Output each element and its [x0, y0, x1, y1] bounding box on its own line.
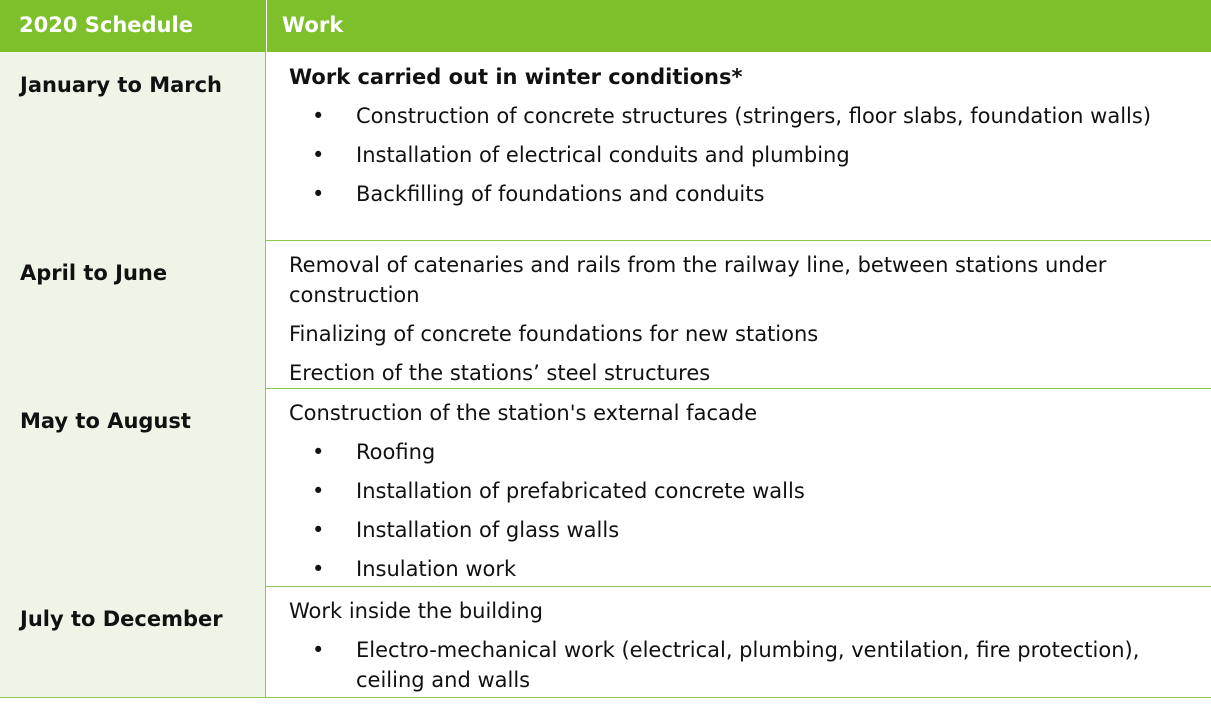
- row-label-cell: [0, 52, 266, 240]
- list-item: • Electro-mechanical work (electrical, plumbing, ventilation, fire protection), ceiling and walls: [289, 635, 1207, 695]
- table-row: [0, 586, 1211, 698]
- bullet-icon: •: [312, 557, 325, 581]
- row-label-cell: [0, 240, 266, 388]
- row-label-cell: [0, 586, 266, 697]
- header-divider: [266, 0, 267, 52]
- table-row: [0, 388, 1211, 587]
- period-label: July to December: [20, 607, 223, 631]
- bullet-icon: •: [312, 518, 325, 542]
- work-line: Removal of catenaries and rails from the railway line, between stations under construction: [289, 253, 1107, 307]
- list-item: • Installation of prefabricated concrete walls: [289, 476, 1207, 506]
- work-cell: [289, 250, 1207, 397]
- work-list: [289, 101, 1207, 209]
- work-line: Erection of the stations’ steel structures: [289, 361, 711, 385]
- work-heading: Construction of the station's external facade: [289, 401, 758, 425]
- work-list: [289, 635, 1207, 695]
- work-cell: [289, 398, 1207, 593]
- work-heading: Work inside the building: [289, 599, 543, 623]
- period-label: January to March: [20, 73, 223, 97]
- list-item: • Insulation work: [289, 554, 1207, 584]
- bullet-icon: •: [312, 479, 325, 503]
- row-label-cell: [0, 388, 266, 586]
- bullet-icon: •: [312, 440, 325, 464]
- list-item: • Backfilling of foundations and conduits: [289, 179, 1207, 209]
- work-line: Finalizing of concrete foundations for new stations: [289, 322, 819, 346]
- header-schedule: 2020 Schedule: [19, 13, 193, 37]
- list-item: • Roofing: [289, 437, 1207, 467]
- work-cell: [289, 62, 1207, 218]
- table-row: [0, 52, 1211, 241]
- header-work: Work: [282, 13, 344, 37]
- period-label: May to August: [20, 409, 191, 433]
- list-item: • Construction of concrete structures (stringers, floor slabs, foundation walls): [289, 101, 1207, 131]
- table-row: [0, 240, 1211, 389]
- bullet-icon: •: [312, 182, 325, 206]
- work-heading: Work carried out in winter conditions*: [289, 65, 743, 89]
- work-list: [289, 437, 1207, 584]
- list-item: • Installation of electrical conduits and plumbing: [289, 140, 1207, 170]
- bullet-icon: •: [312, 104, 325, 128]
- work-cell: [289, 596, 1207, 704]
- period-label: April to June: [20, 261, 168, 285]
- list-item: • Installation of glass walls: [289, 515, 1207, 545]
- table-header: [0, 0, 1211, 52]
- bullet-icon: •: [312, 143, 325, 167]
- bullet-icon: •: [312, 638, 325, 662]
